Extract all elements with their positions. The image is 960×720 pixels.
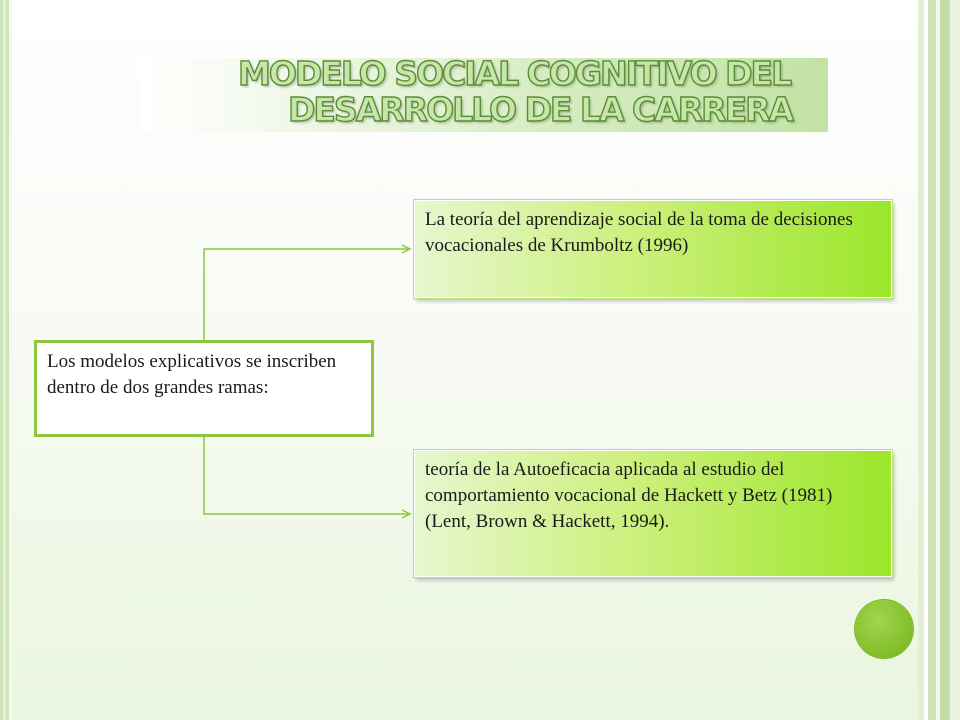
branch-box-autoeficacia: teoría de la Autoeficacia aplicada al estudio del comportamiento vocacional de Hackett y Betz (1981) (Lent, Brown & Hackett, 1994). bbox=[414, 450, 892, 577]
slide-title-line-1: MODELO SOCIAL COGNITIVO DEL bbox=[238, 54, 791, 93]
root-concept-box: Los modelos explicativos se inscriben dentro de dos grandes ramas: bbox=[34, 340, 374, 437]
decorative-green-circle bbox=[855, 600, 913, 658]
connector-to-branch-1 bbox=[204, 249, 408, 340]
slide-title-line-2: DESARROLLO DE LA CARRERA bbox=[288, 90, 793, 129]
branch-box-krumboltz: La teoría del aprendizaje social de la toma de decisiones vocacionales de Krumboltz (1996) bbox=[414, 200, 892, 298]
connector-to-branch-2 bbox=[204, 437, 408, 514]
